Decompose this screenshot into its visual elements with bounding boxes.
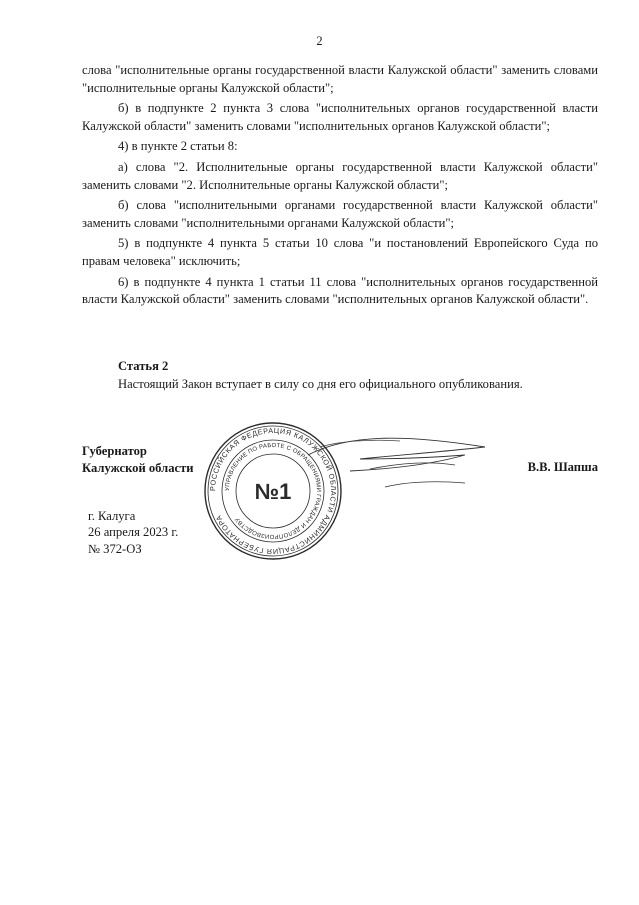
article-heading: Статья 2: [118, 359, 169, 373]
signing-details: [88, 508, 178, 557]
paragraph: 4) в пункте 2 статьи 8:: [118, 139, 238, 154]
article-2: [82, 358, 598, 393]
official-stamp: [202, 420, 344, 562]
stamp-center-number: №1: [254, 479, 292, 504]
paragraph: 6) в подпункте 4 пункта 1 статьи 11 слова "исполнительных органов государственной власти Калужской области" заменить словами "исполнительных органов Калужской области".: [82, 274, 598, 307]
article-text: Настоящий Закон вступает в силу со дня его официального опубликования.: [118, 376, 523, 391]
stamp-outer-text: РОССИЙСКАЯ ФЕДЕРАЦИЯ КАЛУЖСКОЙ ОБЛАСТИ АДМИНИСТРАЦИЯ ГУБЕРНАТОРА: [207, 425, 339, 557]
stamp-inner-text: УПРАВЛЕНИЕ ПО РАБОТЕ С ОБРАЩЕНИЯМИ ГРАЖДАН И ДЕЛОПРОИЗВОДСТВУ: [224, 442, 322, 540]
paragraph: б) в подпункте 2 пункта 3 слова "исполнительных органов государственной власти Калужской области" заменить словами "исполнительных органов Калужской области";: [82, 101, 598, 133]
law-number: № 372-ОЗ: [88, 541, 142, 556]
document-body: [82, 62, 598, 309]
signatory-title-line2: Калужской области: [82, 461, 194, 476]
signing-date: 26 апреля 2023 г.: [88, 525, 179, 540]
paragraph: слова "исполнительные органы государственной власти Калужской области" заменить словами "исполнительные органы Калужской области";: [82, 63, 598, 95]
signatory-title: [82, 443, 194, 477]
paragraph: 5) в подпункте 4 пункта 5 статьи 10 слова "и постановлений Европейского Суда по правам человека" исключить;: [82, 236, 598, 268]
signing-place: г. Калуга: [88, 509, 136, 523]
signatory-title-line1: Губернатор: [82, 444, 147, 458]
paragraph: б) слова "исполнительными органами государственной власти Калужской области" заменить словами "исполнительными органами Калужской области";: [82, 198, 598, 230]
page-number: 2: [316, 34, 323, 48]
paragraph: а) слова "2. Исполнительные органы государственной власти Калужской области" заменить словами "2. Исполнительные органы Калужской области";: [82, 159, 598, 192]
signatory-name: В.В. Шапша: [527, 460, 598, 474]
